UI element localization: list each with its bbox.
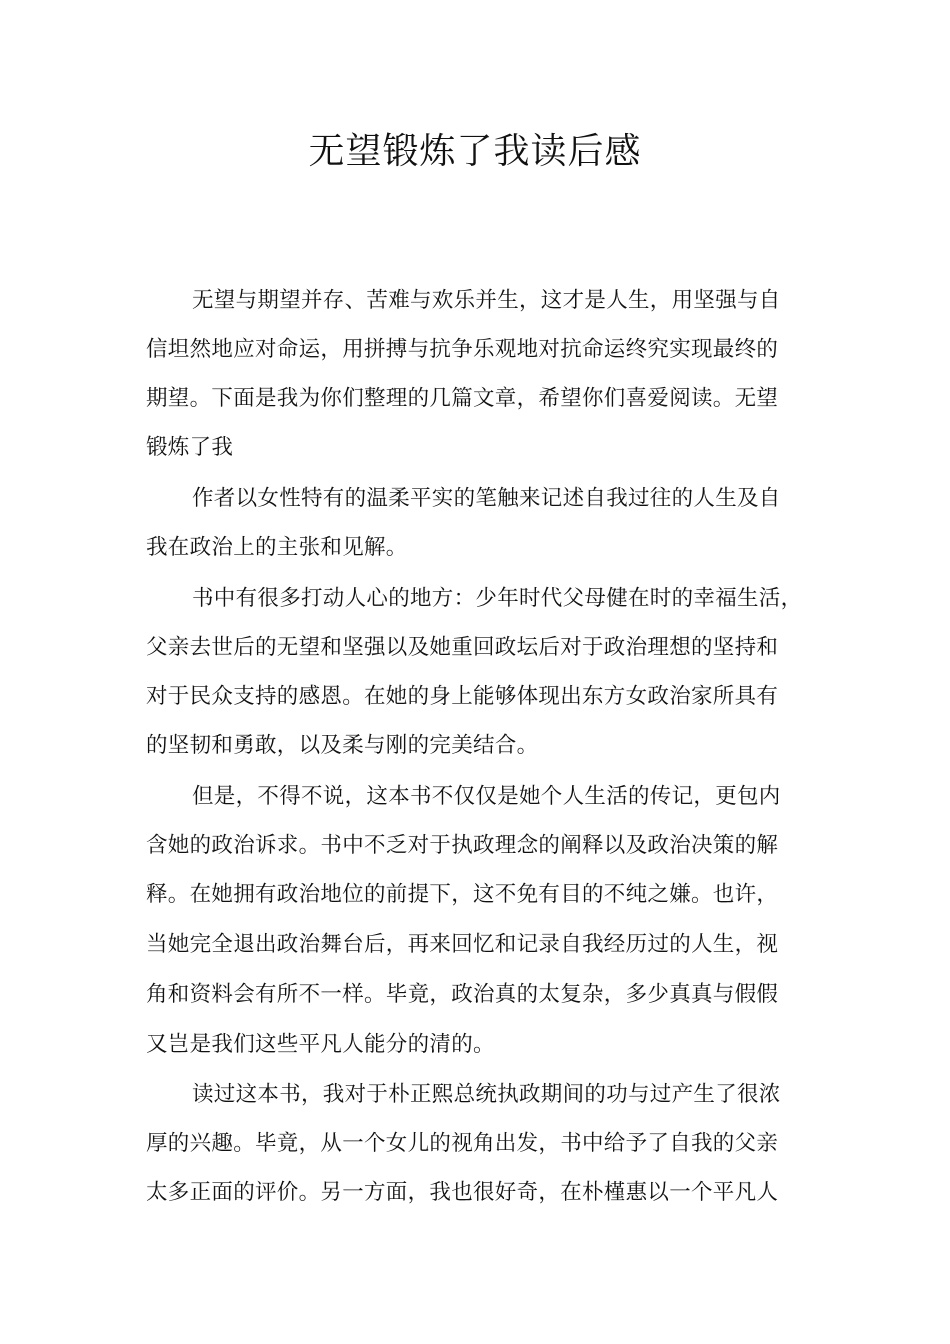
document-title: 无望锻炼了我读后感: [308, 131, 642, 172]
text-line: 读过这本书，我对于朴正熙总统执政期间的功与过产生了很浓: [192, 1082, 781, 1107]
text-line: 锻炼了我: [146, 435, 234, 460]
text-line: 信坦然地应对命运，用拼搏与抗争乐观地对抗命运终究实现最终的: [146, 337, 779, 362]
text-line: 释。在她拥有政治地位的前提下，这不免有目的不纯之嫌。也许，: [146, 882, 779, 907]
text-line: 书中有很多打动人心的地方：少年时代父母健在时的幸福生活，: [192, 586, 803, 611]
text-line: 太多正面的评价。另一方面，我也很好奇，在朴槿惠以一个平凡人: [146, 1180, 779, 1205]
text-line: 厚的兴趣。毕竟，从一个女儿的视角出发，书中给予了自我的父亲: [146, 1131, 779, 1156]
text-line: 无望与期望并存、苦难与欢乐并生，这才是人生，用坚强与自: [192, 288, 781, 313]
text-line: 含她的政治诉求。书中不乏对于执政理念的阐释以及政治决策的解: [146, 833, 779, 858]
text-line: 又岂是我们这些平凡人能分的清的。: [146, 1032, 495, 1057]
text-line: 的坚韧和勇敢，以及柔与刚的完美结合。: [146, 733, 539, 758]
text-line: 作者以女性特有的温柔平实的笔触来记述自我过往的人生及自: [192, 486, 781, 511]
text-line: 期望。下面是我为你们整理的几篇文章，希望你们喜爱阅读。无望: [146, 386, 779, 411]
text-line: 我在政治上的主张和见解。: [146, 535, 408, 560]
text-line: 角和资料会有所不一样。毕竟，政治真的太复杂，多少真真与假假: [146, 982, 779, 1007]
text-line: 对于民众支持的感恩。在她的身上能够体现出东方女政治家所具有: [146, 684, 779, 709]
text-line: 但是，不得不说，这本书不仅仅是她个人生活的传记，更包内: [192, 784, 781, 809]
text-line: 父亲去世后的无望和坚强以及她重回政坛后对于政治理想的坚持和: [146, 635, 779, 660]
text-line: 当她完全退出政治舞台后，再来回忆和记录自我经历过的人生，视: [146, 932, 779, 957]
